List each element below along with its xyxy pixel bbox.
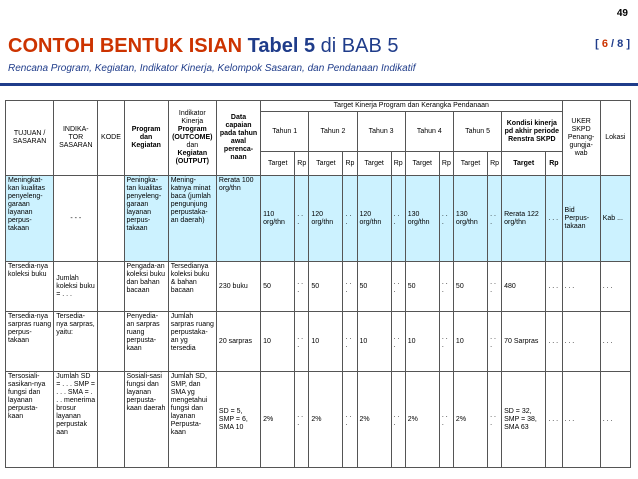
cell-indikator: - - - <box>54 176 98 262</box>
slide-index-close: ] <box>623 38 630 50</box>
cell-data-awal: 20 sarpras <box>216 312 260 372</box>
cell-rp-1: . . . <box>295 176 309 262</box>
cell-uker: . . . <box>562 312 600 372</box>
cell-uker: . . . <box>562 262 600 312</box>
cell-kondisi-rp: . . . <box>546 262 562 312</box>
cell-uker: Bid Perpus-takaan <box>562 176 600 262</box>
cell-lokasi: . . . <box>600 372 630 468</box>
header-indikator-kinerja <box>168 101 216 176</box>
title-part-3: di BAB 5 <box>315 35 399 57</box>
header-kondisi: Kondisi kinerja pd akhir periode Renstra SKPD <box>502 112 562 152</box>
cell-rp-1: . . . <box>295 312 309 372</box>
ik-line-2: Program (OUTCOME) <box>172 126 213 141</box>
cell-rp-2: . . . <box>343 372 357 468</box>
header-data-awal <box>216 101 260 176</box>
cell-indikator: Jumlah koleksi buku = . . . <box>54 262 98 312</box>
header-program: Program dan Kegiatan <box>124 101 168 176</box>
header-tahun-1: Tahun 1 <box>261 112 309 152</box>
cell-target-3: 10 <box>357 312 391 372</box>
cell-kondisi-rp: . . . <box>546 372 562 468</box>
table-row <box>6 372 631 468</box>
cell-target-4: 2% <box>405 372 439 468</box>
cell-kondisi-target: 480 <box>502 262 546 312</box>
cell-tujuan: Tersosiali-sasikan-nya fungsi dan layanan perpusta-kaan <box>6 372 54 468</box>
header-target-4: Target <box>405 152 439 176</box>
cell-target-1: 50 <box>261 262 295 312</box>
cell-indikator-kinerja: Jumlah sarpras ruang perpustaka-an yg tersedia <box>168 312 216 372</box>
ik-line-4: Kegiatan (OUTPUT) <box>175 150 210 165</box>
header-rp-2: Rp <box>343 152 357 176</box>
cell-rp-4: . . . <box>439 312 453 372</box>
cell-target-2: 10 <box>309 312 343 372</box>
cell-data-awal: 230 buku <box>216 262 260 312</box>
page-number: 49 <box>616 8 628 19</box>
data-awal-line-1: Data capaian pada tahun awal <box>219 114 258 145</box>
cell-target-5: 130 org/thn <box>453 176 487 262</box>
cell-target-1: 2% <box>261 372 295 468</box>
cell-kondisi-rp: . . . <box>546 176 562 262</box>
cell-rp-2: . . . <box>343 312 357 372</box>
cell-indikator-kinerja: Mening-katnya minat baca (jumlah pengunjung perpustaka-an daerah) <box>168 176 216 262</box>
cell-target-5: 50 <box>453 262 487 312</box>
ik-line-3: dan <box>186 142 199 149</box>
cell-tujuan: Tersedia-nya koleksi buku <box>6 262 54 312</box>
cell-data-awal: SD = 5, SMP = 6, SMA 10 <box>216 372 260 468</box>
cell-uker: . . . <box>562 372 600 468</box>
cell-rp-5: . . . <box>488 372 502 468</box>
data-awal-line-2: perenca-naan <box>223 146 254 161</box>
cell-rp-3: . . . <box>391 262 405 312</box>
cell-target-2: 120 org/thn <box>309 176 343 262</box>
header-rp-3: Rp <box>391 152 405 176</box>
header-target-1: Target <box>261 152 295 176</box>
header-tahun-4: Tahun 4 <box>405 112 453 152</box>
slide-index-open: [ <box>595 38 602 50</box>
cell-rp-1: . . . <box>295 372 309 468</box>
cell-rp-5: . . . <box>488 262 502 312</box>
header-target-group: Target Kinerja Program dan Kerangka Pendanaan <box>261 101 562 112</box>
cell-target-4: 10 <box>405 312 439 372</box>
slide-title <box>8 35 398 58</box>
cell-rp-3: . . . <box>391 176 405 262</box>
table-row <box>6 312 631 372</box>
header-indikator-sasaran: INDIKA-TOR SASARAN <box>54 101 98 176</box>
plan-table <box>5 100 631 468</box>
cell-rp-4: . . . <box>439 262 453 312</box>
slide-subtitle: Rencana Program, Kegiatan, Indikator Kinerja, Kelompok Sasaran, dan Pendanaan Indikatif <box>8 63 416 74</box>
cell-program: Sosiali-sasi fungsi dan layanan perpusta-kaan daerah <box>124 372 168 468</box>
cell-kode <box>98 262 124 312</box>
cell-target-3: 50 <box>357 262 391 312</box>
cell-data-awal: Rerata 100 org/thn <box>216 176 260 262</box>
slide-index-sep: / <box>607 38 618 50</box>
cell-target-4: 130 org/thn <box>405 176 439 262</box>
cell-target-3: 2% <box>357 372 391 468</box>
cell-tujuan: Tersedia-nya sarpras ruang perpus-takaan <box>6 312 54 372</box>
cell-rp-4: . . . <box>439 176 453 262</box>
cell-kondisi-rp: . . . <box>546 312 562 372</box>
header-tujuan: TUJUAN / SASARAN <box>6 101 54 176</box>
header-tahun-2: Tahun 2 <box>309 112 357 152</box>
header-target-3: Target <box>357 152 391 176</box>
cell-lokasi: . . . <box>600 312 630 372</box>
header-target-5: Target <box>453 152 487 176</box>
header-row-1 <box>6 101 631 112</box>
cell-target-5: 2% <box>453 372 487 468</box>
ik-line-1: Indikator Kinerja <box>178 110 206 125</box>
cell-kondisi-target: Rerata 122 org/thn <box>502 176 546 262</box>
cell-kode <box>98 176 124 262</box>
title-part-1: CONTOH BENTUK ISIAN <box>8 35 248 57</box>
slide-index-current: 6 <box>601 38 608 50</box>
cell-kondisi-target: SD = 32, SMP = 38, SMA 63 <box>502 372 546 468</box>
header-target-2: Target <box>309 152 343 176</box>
cell-kode <box>98 312 124 372</box>
cell-indikator: Tersedia-nya sarpras, yaitu: <box>54 312 98 372</box>
cell-lokasi: . . . <box>600 262 630 312</box>
cell-lokasi: Kab ... <box>600 176 630 262</box>
cell-rp-3: . . . <box>391 312 405 372</box>
cell-indikator-kinerja: Jumlah SD, SMP, dan SMA yg mengetahui fungsi dan layanan Perpusta-kaan <box>168 372 216 468</box>
cell-rp-5: . . . <box>488 176 502 262</box>
header-target-kondisi: Target <box>502 152 546 176</box>
cell-target-5: 10 <box>453 312 487 372</box>
header-rp-1: Rp <box>295 152 309 176</box>
cell-program: Peningka-tan kualitas penyeleng-garaan layanan perpus-takaan <box>124 176 168 262</box>
header-rp-4: Rp <box>439 152 453 176</box>
slide-index-total: 8 <box>617 38 624 50</box>
cell-tujuan: Meningkat-kan kualitas penyeleng-garaan layanan perpus-takaan <box>6 176 54 262</box>
table-row <box>6 262 631 312</box>
header-rp-5: Rp <box>488 152 502 176</box>
cell-target-1: 110 org/thn <box>261 176 295 262</box>
cell-program: Penyedia-an sarpras ruang perpusta-kaan <box>124 312 168 372</box>
cell-target-4: 50 <box>405 262 439 312</box>
header-uker: UKER SKPD Penang-gungja-wab <box>562 101 600 176</box>
cell-rp-2: . . . <box>343 262 357 312</box>
cell-rp-2: . . . <box>343 176 357 262</box>
cell-rp-5: . . . <box>488 312 502 372</box>
cell-rp-4: . . . <box>439 372 453 468</box>
header-tahun-5: Tahun 5 <box>453 112 501 152</box>
table-row <box>6 176 631 262</box>
cell-kode <box>98 372 124 468</box>
header-tahun-3: Tahun 3 <box>357 112 405 152</box>
cell-program: Pengada-an koleksi buku dan bahan bacaan <box>124 262 168 312</box>
slide-index <box>595 38 630 50</box>
header-lokasi: Lokasi <box>600 101 630 176</box>
cell-target-1: 10 <box>261 312 295 372</box>
header-kode: KODE <box>98 101 124 176</box>
cell-rp-1: . . . <box>295 262 309 312</box>
cell-indikator-kinerja: Tersedianya koleksi buku & bahan bacaan <box>168 262 216 312</box>
cell-target-3: 120 org/thn <box>357 176 391 262</box>
cell-kondisi-target: 70 Sarpras <box>502 312 546 372</box>
header-rp-kondisi: Rp <box>546 152 562 176</box>
cell-target-2: 2% <box>309 372 343 468</box>
title-divider <box>0 83 638 86</box>
cell-rp-3: . . . <box>391 372 405 468</box>
cell-indikator: Jumlah SD = . . . SMP = . . . SMA = . . . menerima brosur layanan perpustak aan <box>54 372 98 468</box>
title-part-2: Tabel 5 <box>247 35 316 57</box>
cell-target-2: 50 <box>309 262 343 312</box>
